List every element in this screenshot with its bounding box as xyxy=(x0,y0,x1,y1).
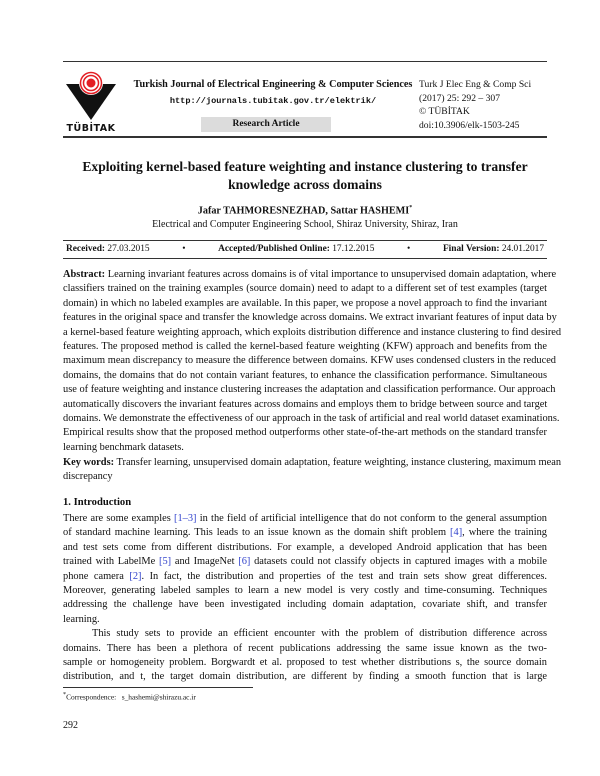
text-line xyxy=(63,584,547,598)
keywords-text: discrepancy xyxy=(63,471,113,483)
text-run: Moreover, generating labeled samples to learn a new model is very costly and time-consuming. Techniques xyxy=(63,584,547,596)
text-run: and test sets come from different distributions. For example, a developed Android application that has been xyxy=(63,541,547,553)
correspondence-email[interactable]: s_hashemi@shirazu.ac.ir xyxy=(121,692,196,702)
text-line xyxy=(63,470,547,484)
authors xyxy=(63,205,547,216)
text-line xyxy=(63,282,547,296)
text-line xyxy=(63,369,547,383)
journal-url[interactable]: http://journals.tubitak.gov.tr/elektrik/ xyxy=(169,96,377,106)
text-run: sample or homogeneity problem. Borgwardt et al. proposed to test whether distributions s, the source domain xyxy=(63,656,547,668)
dates-top-rule xyxy=(63,240,547,241)
final-date: Final Version: 24.01.2017 xyxy=(442,244,544,254)
text-line xyxy=(63,598,547,612)
abstract-text: use of feature weighting and instance clustering increases the adaptation and classification performance. Our approach xyxy=(63,384,556,396)
text-run: datasets could not classify objects in captured images with a mobile xyxy=(250,556,547,568)
text-line xyxy=(63,613,547,627)
journal-name: Turkish Journal of Electrical Engineering & Computer Sciences xyxy=(133,79,413,90)
title-line: knowledge across domains xyxy=(228,176,382,192)
received-date: Received: 27.03.2015 xyxy=(66,244,150,254)
footnote-rule xyxy=(63,687,253,688)
abstract-label: Abstract: xyxy=(63,269,106,280)
citation-link[interactable]: [1–3] xyxy=(174,513,197,524)
text-run: phone camera xyxy=(63,570,130,582)
keywords xyxy=(63,456,562,485)
accepted-date: Accepted/Published Online: 17.12.2015 xyxy=(218,244,375,254)
text-line xyxy=(63,642,547,656)
volume-line: (2017) 25: 292 – 307 xyxy=(419,92,501,104)
section-heading-introduction: 1. Introduction xyxy=(63,497,132,508)
text-line xyxy=(63,412,560,426)
affiliation: Electrical and Computer Engineering School, Shiraz University, Shiraz, Iran xyxy=(152,219,458,230)
correspondence-mark: * xyxy=(409,205,413,211)
text-run: distribution, and t, the target domain distribution, are different by finding a smooth function that is large xyxy=(63,671,547,683)
text-line xyxy=(63,311,557,325)
text-line xyxy=(63,526,547,540)
introduction-body xyxy=(63,512,547,685)
abstract-text: domains. We demonstrate the effectiveness of our approach in the task of artificial and real world dataset examinations. xyxy=(63,412,560,424)
text-line xyxy=(63,670,547,684)
paper-title xyxy=(63,158,547,193)
page-number: 292 xyxy=(63,720,78,731)
footnote: *Correspondence: s_hashemi@shirazu.ac.ir xyxy=(63,692,196,702)
text-line xyxy=(63,512,547,526)
text-run: , where the training xyxy=(462,527,547,539)
text-line xyxy=(63,555,547,569)
text-run: addressing the challenge have been investigated including domain adaptation, covariate shift, and transfer xyxy=(63,599,547,611)
abstract-text: domains, the domains that do not contain variant features, to enhance the classification performance. Simultaneous xyxy=(63,369,547,381)
svg-text:TÜBİTAK: TÜBİTAK xyxy=(66,123,116,132)
keywords-text: Transfer learning, unsupervised domain adaptation, feature weighting, instance clustering, maximum mean xyxy=(114,457,562,468)
text-run: . In fact, the distribution and properties of the test and train sets show great differences. xyxy=(141,570,547,582)
citation-link[interactable]: [4] xyxy=(450,527,463,539)
text-run: domains. There has been a plethora of recent publications addressing the same issue known as the two- xyxy=(63,642,547,654)
bullet: • xyxy=(182,244,186,254)
journal-info xyxy=(419,78,531,132)
keywords-label: Key words: xyxy=(63,457,115,468)
bullet: • xyxy=(407,244,411,254)
copyright-line: © TÜBİTAK xyxy=(419,106,470,117)
abstract-text: Empirical results show that the proposed method outperforms other state-of-the-art methods on the standard transfer xyxy=(63,427,547,439)
text-line xyxy=(63,426,547,440)
article-type-badge: Research Article xyxy=(201,117,331,132)
citation-link[interactable]: [5] xyxy=(159,556,172,568)
text-line xyxy=(63,541,547,555)
citation-line: Turk J Elec Eng & Comp Sci xyxy=(419,79,532,90)
text-line xyxy=(63,656,547,670)
text-line xyxy=(63,268,557,282)
text-line xyxy=(63,570,547,584)
text-line xyxy=(63,627,547,641)
abstract-text: Learning invariant features across domains is of vital importance to unsupervised domain adaptation, where xyxy=(105,269,557,280)
citation-link[interactable]: [2] xyxy=(129,570,142,582)
text-run: in the field of artificial intelligence that do not conform to the general assumption xyxy=(196,513,547,524)
text-run: This study sets to provide an efficient encounter with the problem of distribution difference across xyxy=(92,628,547,640)
abstract-text: automatically discovers the invariant features across domains and employs them to bridge between source and target xyxy=(63,398,548,410)
title-line: Exploiting kernel-based feature weighting and instance clustering to transfer xyxy=(82,159,528,174)
abstract-text: maximum mean discrepancy to measure the difference between domains. KFW uses condensed clusters in the reduced xyxy=(63,355,557,367)
dates-bar xyxy=(66,244,544,254)
text-line xyxy=(63,456,562,470)
text-line xyxy=(63,441,547,455)
abstract-text: domain) in which no labeled examples are available. In this paper, we propose a novel approach to find the invariant xyxy=(63,297,548,309)
author-names: Jafar TAHMORESNEZHAD, Sattar HASHEMI xyxy=(197,205,410,217)
text-line xyxy=(63,340,547,354)
text-line xyxy=(63,297,547,311)
text-run: trained with LabelMe xyxy=(63,556,159,568)
abstract-text: learning benchmark datasets. xyxy=(63,441,184,453)
abstract-text: features. The proposed method is called the kernel-based feature weighting (KFW) approach and benefits from the xyxy=(63,340,547,352)
text-line xyxy=(63,383,556,397)
text-run: and ImageNet xyxy=(171,556,239,568)
text-run: There are some examples xyxy=(63,513,174,524)
abstract-text: features in the original space and transfer the knowledge across domains. We extract invariant features of input data by xyxy=(63,312,557,324)
doi-line[interactable]: doi:10.3906/elk-1503-245 xyxy=(419,119,520,131)
citation-link[interactable]: [6] xyxy=(238,556,251,568)
dates-bottom-rule xyxy=(63,258,547,259)
abstract-text: classifiers trained on the training examples (source domain) need to adapt to a different set of test examples (target xyxy=(63,283,547,295)
abstract xyxy=(63,268,562,455)
text-line xyxy=(63,354,557,368)
header-bottom-rule xyxy=(63,136,547,138)
text-line xyxy=(63,326,562,340)
text-line xyxy=(63,398,547,412)
text-run: learning. xyxy=(63,613,100,625)
header-top-rule xyxy=(63,61,547,62)
tubitak-logo xyxy=(66,68,116,132)
text-run: of standard machine learning. This leads to an issue known as the domain shift problem xyxy=(63,527,451,539)
abstract-text: a kernel-based feature weighting approach, which exploits distribution difference and instance clustering to find desired xyxy=(63,326,562,338)
